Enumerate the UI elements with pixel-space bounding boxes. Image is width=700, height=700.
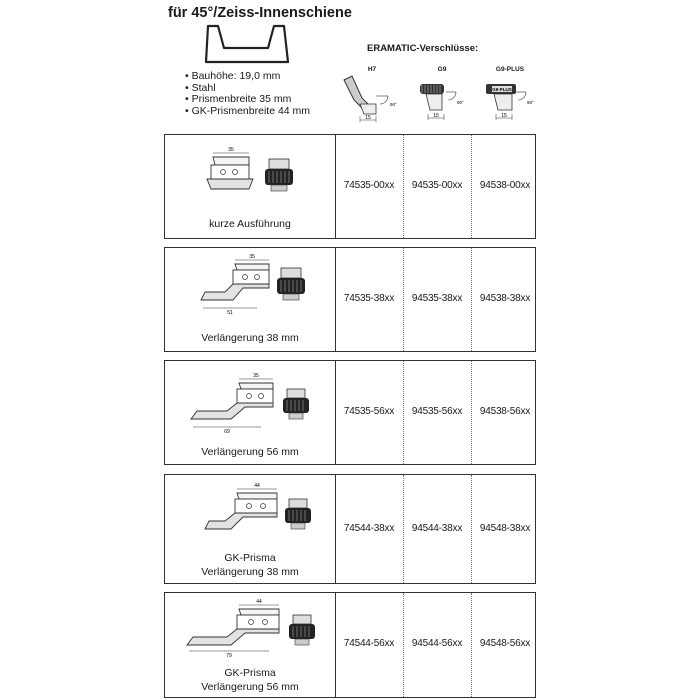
lock-g9 (410, 66, 474, 122)
product-row (164, 360, 536, 465)
caption-line: Verlängerung 38 mm (201, 332, 299, 344)
article-code-g9: 94544-38xx (411, 523, 463, 534)
article-code-g9: 94535-00xx (411, 180, 463, 191)
lock-badge: G9-PLUS (492, 87, 512, 92)
knob-lock-plus-icon (478, 74, 542, 124)
knob-lock-icon (410, 74, 474, 124)
dimension-label: 44 (254, 483, 260, 489)
spec-item: • Prismenbreite 35 mm (185, 94, 310, 106)
lock-dim: 15 (433, 113, 439, 119)
lock-g9-plus (478, 66, 542, 122)
article-code-g9-plus: 94548-38xx (479, 523, 531, 534)
page-title: für 45°/Zeiss-Innenschiene (168, 5, 352, 21)
product-row (164, 592, 536, 698)
mount-drawing (165, 475, 335, 547)
article-code-g9-plus: 94538-38xx (479, 293, 531, 304)
row-caption (165, 217, 335, 231)
row-caption (165, 551, 335, 579)
lock-h7 (340, 66, 404, 122)
row-caption (165, 331, 335, 345)
lock-label: H7 (367, 66, 377, 73)
article-code-g9-plus: 94538-00xx (479, 180, 531, 191)
lock-angle: 90° (527, 100, 534, 105)
article-code-h7: 74535-56xx (343, 406, 395, 417)
mount-drawing (165, 361, 335, 441)
rail-profile-drawing (202, 22, 292, 68)
product-row (164, 134, 536, 239)
article-code-g9: 94535-56xx (411, 406, 463, 417)
drawing-cell (165, 361, 336, 464)
lock-dim: 15 (365, 115, 371, 121)
drawing-cell (165, 135, 336, 238)
article-code-g9: 94544-56xx (411, 638, 463, 649)
lock-angle: 90° (457, 100, 464, 105)
caption-line: kurze Ausführung (209, 218, 291, 230)
dimension-label: 69 (224, 429, 230, 435)
row-caption (165, 666, 335, 694)
article-code-g9: 94535-38xx (411, 293, 463, 304)
spec-list (185, 71, 310, 117)
dimension-label: 35 (228, 147, 234, 153)
product-row (164, 247, 536, 352)
mount-drawing (165, 593, 335, 661)
product-row (164, 474, 536, 584)
lock-label: G9 (437, 66, 447, 73)
drawing-cell (165, 248, 336, 351)
dimension-label: 35 (249, 254, 255, 260)
mount-drawing (165, 248, 335, 328)
caption-line: Verlängerung 56 mm (201, 446, 299, 458)
caption-line: Verlängerung 38 mm (201, 566, 299, 578)
drawing-cell (165, 475, 336, 583)
dimension-label: 35 (253, 373, 259, 379)
row-caption (165, 445, 335, 459)
article-code-h7: 74544-56xx (343, 638, 395, 649)
lock-dim: 15 (501, 113, 507, 119)
mount-drawing (165, 135, 335, 215)
spec-item: • GK-Prismenbreite 44 mm (185, 106, 310, 118)
caption-line: Verlängerung 56 mm (201, 681, 299, 693)
locks-heading: ERAMATIC-Verschlüsse: (367, 43, 479, 54)
article-code-g9-plus: 94538-56xx (479, 406, 531, 417)
drawing-cell (165, 593, 336, 697)
caption-line: GK-Prisma (224, 552, 276, 564)
lock-angle: 90° (390, 102, 397, 107)
spec-item: • Bauhöhe: 19,0 mm (185, 71, 310, 83)
caption-line: GK-Prisma (224, 667, 276, 679)
dimension-label: 79 (226, 653, 232, 659)
article-code-h7: 74535-00xx (343, 180, 395, 191)
dimension-label: 44 (256, 599, 262, 605)
dimension-label: 51 (227, 310, 233, 316)
lever-lock-icon (340, 74, 404, 124)
article-code-h7: 74535-38xx (343, 293, 395, 304)
article-code-h7: 74544-38xx (343, 523, 395, 534)
article-code-g9-plus: 94548-56xx (479, 638, 531, 649)
spec-item: • Stahl (185, 83, 310, 95)
lock-label: G9-PLUS (495, 66, 525, 73)
